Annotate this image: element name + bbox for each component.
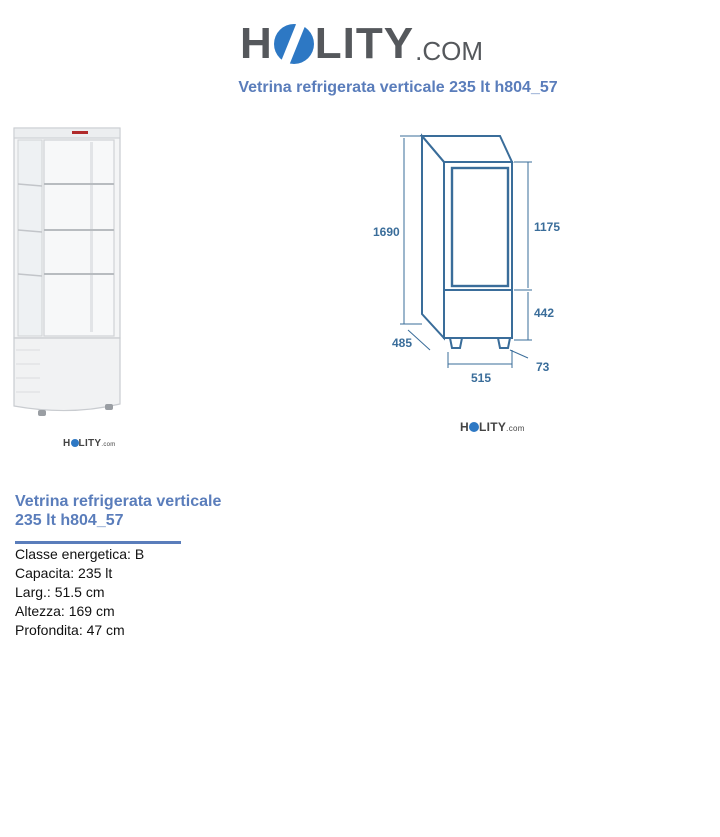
photo-logo-h: H [63,438,71,449]
title-underline [15,541,181,544]
product-title-line2: 235 lt h804_57 [15,512,124,529]
logo-o-icon [274,24,314,64]
dim-height-total: 1690 [373,225,400,239]
spec-capacity: Capacita: 235 lt [15,565,113,581]
site-logo[interactable] [240,14,483,66]
photo-logo-o-icon [71,439,79,447]
logo-text: LITY [314,19,415,68]
photo-logo-suffix: .com [101,442,116,448]
drawing-logo [460,420,525,434]
spec-energy-class: Classe energetica: B [15,546,145,562]
dim-feet: 73 [536,360,550,374]
dim-height-upper: 1175 [534,220,561,234]
dim-height-base: 442 [534,306,555,320]
page-title: Vetrina refrigerata verticale 235 lt h804_57 [238,79,558,96]
spec-width: Larg.: 51.5 cm [15,584,105,600]
product-photo [10,124,130,424]
dim-depth: 485 [392,336,413,350]
spec-depth: Profondita: 47 cm [15,622,125,638]
drawing-logo-suffix: .com [506,424,525,433]
logo-suffix: .COM [415,36,483,66]
drawing-logo-o-icon [469,422,479,432]
product-title [15,492,245,530]
drawing-logo-h: H [460,420,469,434]
dim-width: 515 [471,371,492,385]
photo-logo-text: LITY [78,438,102,449]
drawing-logo-text: LITY [478,420,507,434]
spec-height: Altezza: 169 cm [15,603,115,619]
dimension-drawing [360,120,590,390]
product-title-line1: Vetrina refrigerata verticale [15,493,222,510]
photo-logo [63,438,116,449]
spec-list [15,545,144,640]
logo-letter-h: H [240,19,273,68]
